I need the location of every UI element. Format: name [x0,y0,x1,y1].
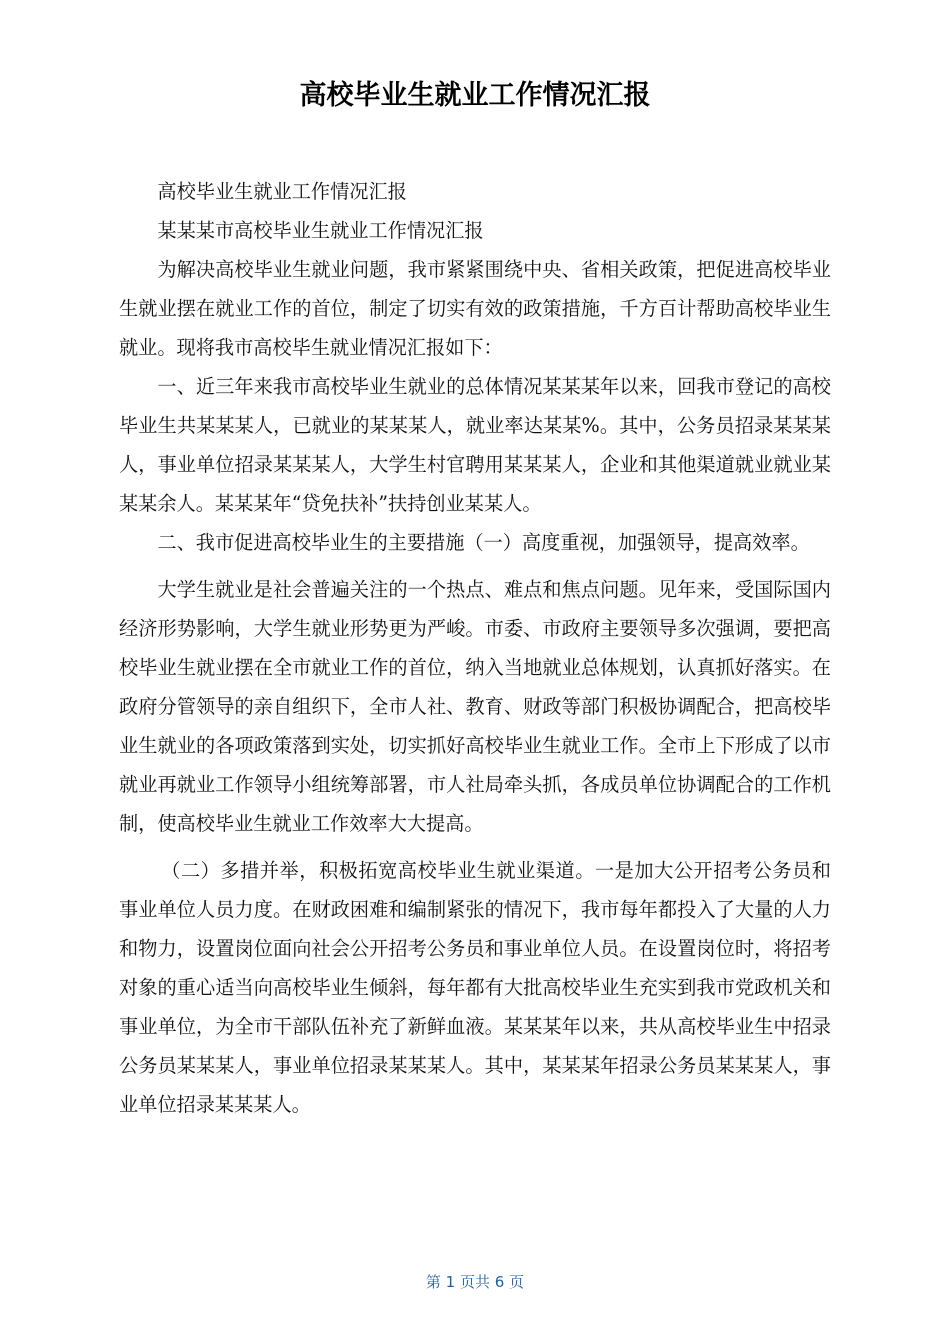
paragraph-main-measures: 二、我市促进高校毕业生的主要措施（一）高度重视，加强领导，提高效率。 [157,531,810,554]
paragraph-introduction: 为解决高校毕业生就业问题，我市紧紧围绕中央、省相关政策，把促进高校毕业生就业摆在就业工作的首位，制定了切实有效的政策措施，千方百计帮助高校毕业生就业。现将我市高校毕生就业情况汇报如下： [119,258,831,359]
paragraph-report-heading: 某某某市高校毕业生就业工作情况汇报 [157,219,484,242]
paragraph-subtitle: 高校毕业生就业工作情况汇报 [157,180,407,203]
paragraph-leadership: 大学生就业是社会普遍关注的一个热点、难点和焦点问题。见年来，受国际国内经济形势影响，大学生就业形势更为严峻。市委、市政府主要领导多次强调，要把高校毕业生就业摆在全市就业工作的首位，纳入当地就业总体规划，认真抓好落实。在政府分管领导的亲自组织下，全市人社、教育、财政等部门积极协调配合，把高校毕业生就业的各项政策落到实处，切实抓好高校毕业生就业工作。全市上下形成了以市就业再就业工作领导小组统筹部署，市人社局牵头抓，各成员单位协调配合的工作机制，使高校毕业生就业工作效率大大提高。 [119,578,831,835]
document-title: 高校毕业生就业工作情况汇报 [299,80,651,111]
page-number-footer: 第 1 页共 6 页 [425,1273,525,1291]
paragraph-employment-channels: （二）多措并举，积极拓宽高校毕业生就业渠道。一是加大公开招考公务员和事业单位人员力度。在财政困难和编制紧张的情况下，我市每年都投入了大量的人力和物力，设置岗位面向社会公开招考公务员和事业单位人员。在设置岗位时，将招考对象的重心适当向高校毕业生倾斜，每年都有大批高校毕业生充实到我市党政机关和事业单位，为全市干部队伍补充了新鲜血液。某某某年以来，共从高校毕业生中招录公务员某某某人，事业单位招录某某某人。其中，某某某年招录公务员某某某人，事业单位招录某某某人。 [119,859,831,1116]
paragraph-overall-situation: 一、近三年来我市高校毕业生就业的总体情况某某某年以来，回我市登记的高校毕业生共某某某人，已就业的某某某人，就业率达某某%。其中，公务员招录某某某人，事业单位招录某某某人，大学生村官聘用某某某人，企业和其他渠道就业就业某某某余人。某某某年“贷免扶补”扶持创业某某人。 [119,375,831,515]
document-body [119,172,831,1124]
